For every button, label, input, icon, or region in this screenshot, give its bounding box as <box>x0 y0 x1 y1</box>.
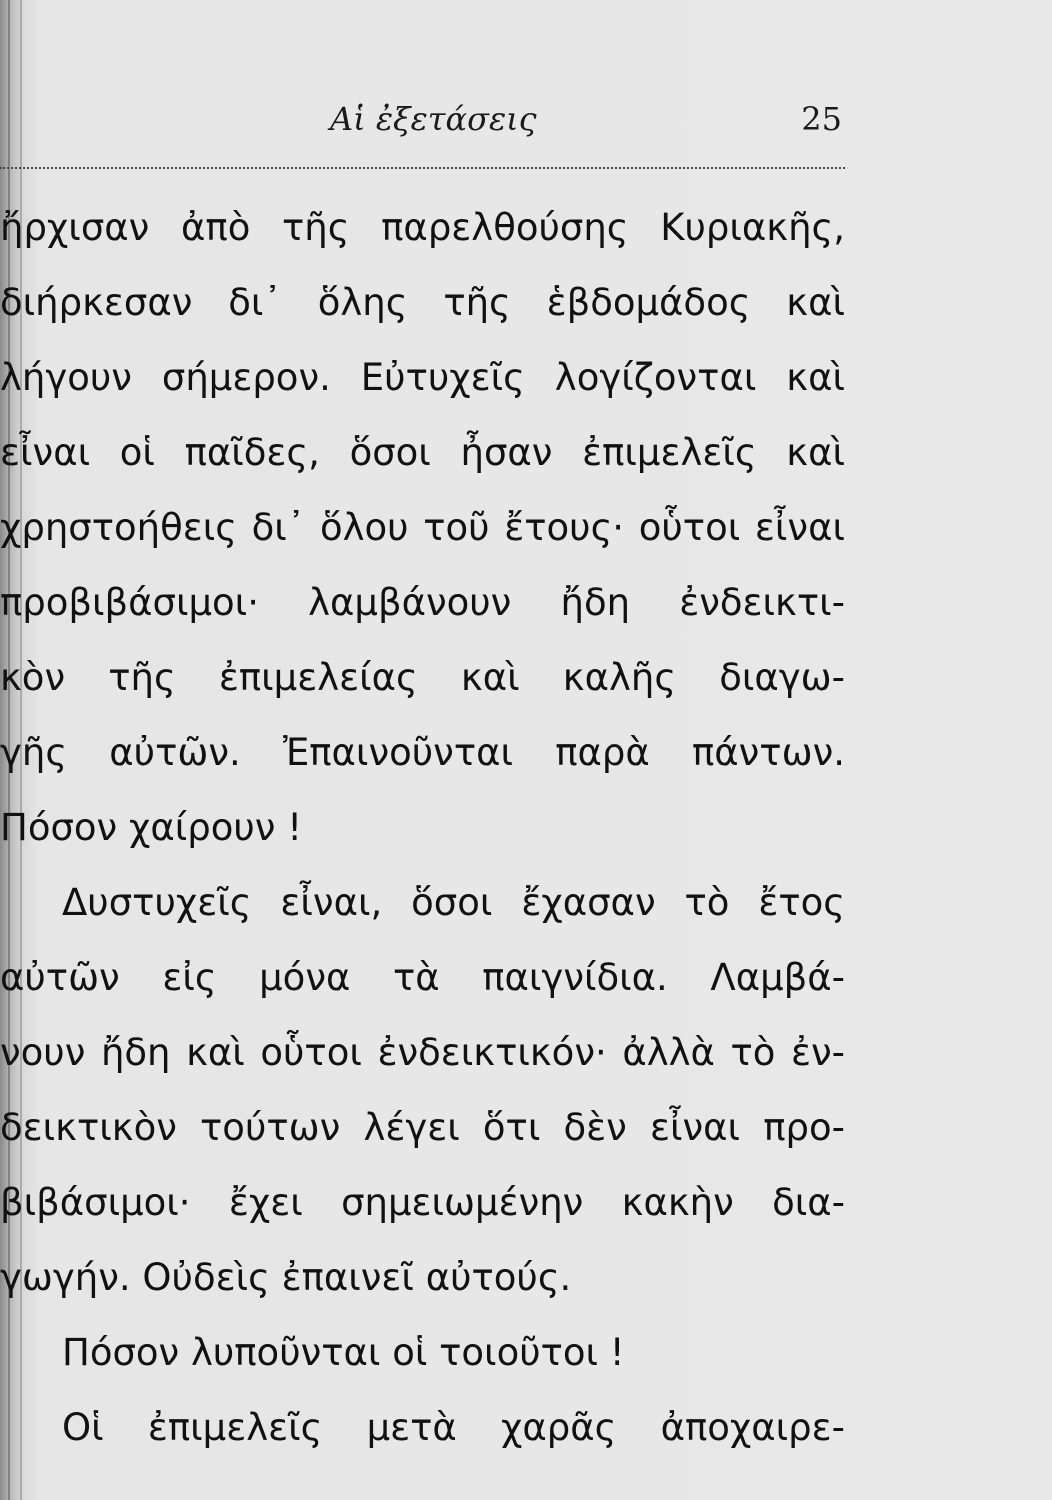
text-line: διήρκεσαν δι᾽ ὅλης τῆς ἑβδομάδος καὶ <box>0 281 845 324</box>
text-line: γωγήν. Οὐδεὶς ἐπαινεῖ αὐτούς. <box>0 1256 572 1299</box>
text-line: βιβάσιμοι· ἔχει σημειωμένην κακὴν δια- <box>0 1181 845 1224</box>
text-line: λήγουν σήμερον. Εὐτυχεῖς λογίζονται καὶ <box>0 356 845 399</box>
text-line: Οἱ ἐπιμελεῖς μετὰ χαρᾶς ἀποχαιρε- <box>62 1406 845 1449</box>
body-text <box>0 190 845 1465</box>
page-number: 25 <box>801 100 842 138</box>
text-line: νουν ἤδη καὶ οὗτοι ἐνδεικτικόν· ἀλλὰ τὸ ἐν- <box>0 1031 845 1074</box>
text-line: γῆς αὐτῶν. Ἐπαινοῦνται παρὰ πάντων. <box>0 731 845 774</box>
text-line: αὐτῶν εἰς μόνα τὰ παιγνίδια. Λαμβά- <box>0 956 845 999</box>
text-line: Δυστυχεῖς εἶναι, ὅσοι ἔχασαν τὸ ἔτος <box>62 881 845 924</box>
running-title: Αἱ ἐξετάσεις <box>330 100 537 138</box>
text-line: εἶναι οἱ παῖδες, ὅσοι ἦσαν ἐπιμελεῖς καὶ <box>0 431 845 474</box>
text-line: Πόσον χαίρουν ! <box>0 806 303 849</box>
text-line: προβιβάσιμοι· λαμβάνουν ἤδη ἐνδεικτι- <box>0 581 845 624</box>
header-rule <box>0 167 845 169</box>
text-line: δεικτικὸν τούτων λέγει ὅτι δὲν εἶναι προ- <box>0 1106 845 1149</box>
text-line: ἤρχισαν ἀπὸ τῆς παρελθούσης Κυριακῆς, <box>0 206 845 249</box>
text-line: κὸν τῆς ἐπιμελείας καὶ καλῆς διαγω- <box>0 656 845 699</box>
running-head <box>0 100 1052 150</box>
text-line: Πόσον λυποῦνται οἱ τοιοῦτοι ! <box>62 1331 625 1374</box>
text-line: χρηστοήθεις δι᾽ ὅλου τοῦ ἔτους· οὗτοι εἶναι <box>0 506 845 549</box>
